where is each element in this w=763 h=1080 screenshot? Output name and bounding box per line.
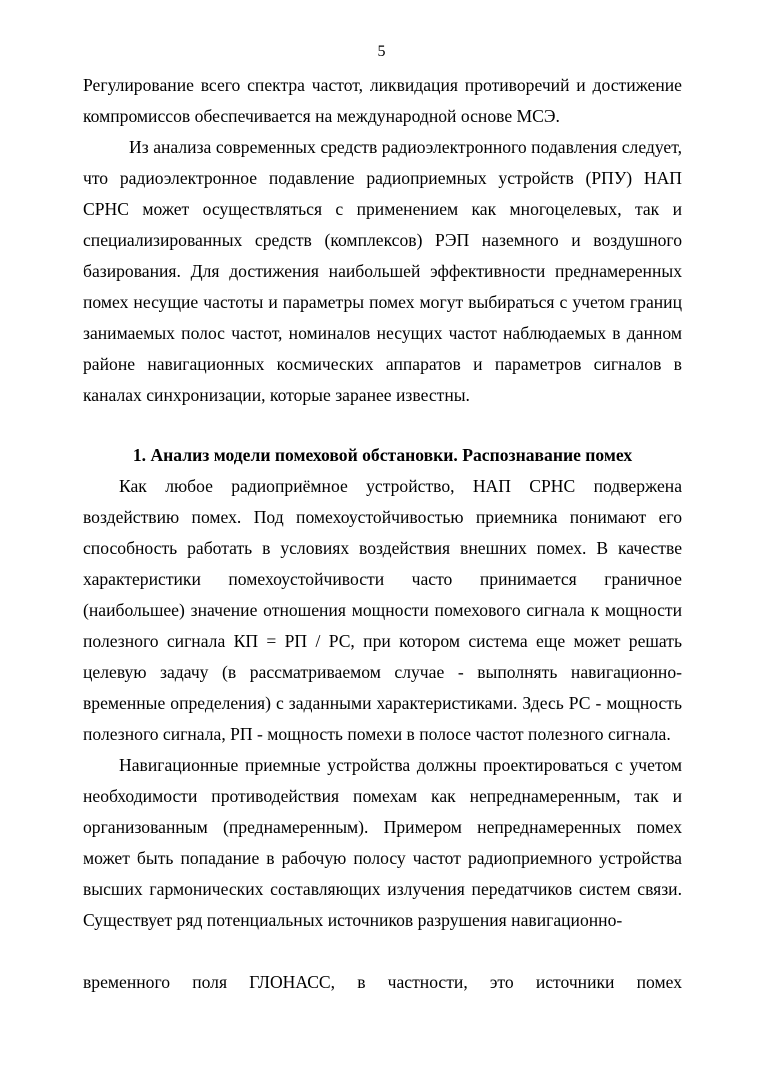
word: временного — [83, 972, 171, 992]
word: это — [489, 972, 514, 992]
word: частности, — [387, 972, 468, 992]
word: ГЛОНАСС, — [249, 972, 336, 992]
section-paragraph-1: Как любое радиоприёмное устройство, НАП СРНС подвержена воздействию помех. Под помехоустойчивостью приемника понимают его способность работать в условиях воздействия внешних помех. В качестве характеристики помехоустойчивости часто принимается граничное (наибольшее) значение отношения мощности помехового сигнала к мощности полезного сигнала КП = РП / РС, при котором система еще может решать целевую задачу (в рассматриваемом случае - выполнять навигационно-временные определения) с заданными характеристиками. Здесь РС - мощность полезного сигнала, РП - мощность помехи в полосе частот полезного сигнала. — [83, 476, 682, 744]
page-number: 5 — [377, 43, 386, 60]
section-body — [83, 471, 682, 936]
section-paragraph-2-last-line — [83, 967, 682, 998]
intro-section — [83, 70, 682, 411]
word: помех — [636, 972, 682, 992]
word: источники — [535, 972, 615, 992]
intro-paragraph-1: Регулирование всего спектра частот, ликвидация противоречий и достижение компромиссов обеспечивается на международной основе МСЭ. — [83, 75, 682, 126]
section-paragraph-2: Навигационные приемные устройства должны проектироваться с учетом необходимости противодействия помехам как непреднамеренным, так и организованным (преднамеренным). Примером непреднамеренных помех может быть попадание в рабочую полосу частот радиоприемного устройства высших гармонических составляющих излучения передатчиков систем связи. Существует ряд потенциальных источников разрушения навигационно- — [83, 755, 682, 930]
section-heading: 1. Анализ модели помеховой обстановки. Распознавание помех — [132, 445, 633, 465]
word: в — [357, 972, 366, 992]
intro-paragraph-2: Из анализа современных средств радиоэлектронного подавления следует, что радиоэлектронное подавление радиоприемных устройств (РПУ) НАП СРНС может осуществляться с применением как многоцелевых, так и специализированных средств (комплексов) РЭП наземного и воздушного базирования. Для достижения наибольшей эффективности преднамеренных помех несущие частоты и параметры помех могут выбираться с учетом границ занимаемых полос частот, номиналов несущих частот наблюдаемых в данном районе навигационных космических аппаратов и параметров сигналов в каналах синхронизации, которые заранее известны. — [83, 137, 682, 405]
word: поля — [192, 972, 228, 992]
